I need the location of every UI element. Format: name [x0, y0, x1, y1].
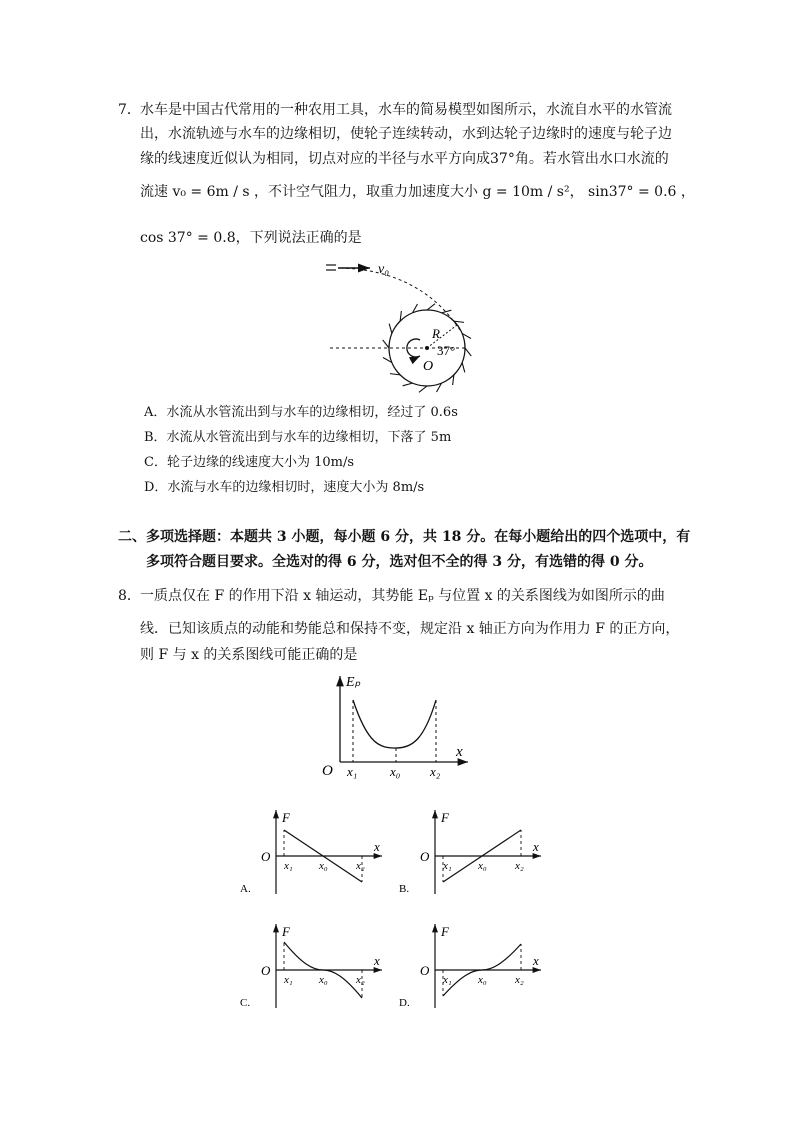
f-x-label: x: [533, 839, 539, 854]
f-tick-x1: x₁: [443, 860, 452, 872]
f-x-label: x: [374, 839, 380, 854]
q7-option-c: C．轮子边缘的线速度大小为 10m/s: [144, 455, 354, 470]
f-tick-x0: x₀: [478, 974, 487, 986]
f-y-label: F: [282, 924, 290, 939]
q8-text-line1: 一质点仅在 F 的作用下沿 x 轴运动，其势能 Eₚ 与位置 x 的关系图线为如图所示的曲: [140, 588, 665, 604]
q8-text-line2: 线．已知该质点的动能和势能总和保持不变，规定沿 x 轴正方向为作用力 F 的正方向，: [140, 621, 680, 637]
q7-text-line2: 出，水流轨迹与水车的边缘相切，使轮子连续转动，水到达轮子边缘时的速度与轮子边: [140, 126, 672, 142]
q7-option-d: D．水流与水车的边缘相切时，速度大小为 8m/s: [144, 480, 425, 495]
ep-y-label: Eₚ: [346, 675, 361, 690]
option-letter: D.: [399, 997, 410, 1009]
radius-label: R: [432, 326, 440, 341]
ep-tick-x0: x₀: [390, 764, 401, 779]
f-origin-label: O: [261, 963, 271, 978]
ep-x-label: x: [456, 744, 463, 760]
f-origin-label: O: [261, 849, 271, 864]
f-tick-x2: x₂: [515, 860, 524, 872]
f-y-label: F: [282, 810, 290, 825]
center-label: O: [423, 359, 434, 374]
f-tick-x0: x₀: [319, 860, 328, 872]
f-tick-x1: x₁: [284, 974, 293, 986]
ep-tick-x2: x₂: [430, 764, 441, 779]
q7-text-line4: 流速 v₀ = 6m / s ，不计空气阻力，取重力加速度大小 g = 10m / s²， sin37° = 0.6 ，: [140, 184, 695, 200]
option-letter: A.: [240, 883, 251, 895]
f-x-label: x: [533, 953, 539, 968]
f-y-label: F: [441, 810, 449, 825]
f-origin-label: O: [420, 963, 430, 978]
v0-label: v₀: [378, 262, 390, 277]
section2-heading-line1: 二、多项选择题：本题共 3 小题，每小题 6 分，共 18 分。在每小题给出的四个选项中，有: [118, 529, 691, 545]
f-tick-x2: x₂: [356, 974, 365, 986]
q8-text-line3: 则 F 与 x 的关系图线可能正确的是: [140, 647, 358, 663]
section2-heading-line2: 多项符合题目要求。全选对的得 6 分，选对但不全的得 3 分，有选错的得 0 分。: [146, 554, 653, 570]
f-tick-x1: x₁: [443, 974, 452, 986]
angle-label: 37°: [437, 343, 456, 358]
option-letter: C.: [240, 997, 251, 1009]
q7-text-line1: 水车是中国古代常用的一种农用工具，水车的简易模型如图所示，水流自水平的水管流: [140, 102, 672, 118]
ep-origin-label: O: [322, 763, 333, 779]
f-tick-x0: x₀: [478, 860, 487, 872]
f-tick-x0: x₀: [319, 974, 328, 986]
q7-option-a: A．水流从水管流出到与水车的边缘相切，经过了 0.6s: [144, 405, 458, 420]
f-tick-x2: x₂: [515, 974, 524, 986]
option-letter: B.: [399, 883, 410, 895]
f-tick-x1: x₁: [284, 860, 293, 872]
option-graph-a: [240, 810, 382, 895]
q7-text-line3: 缘的线速度近似认为相同，切点对应的半径与水平方向成37°角。若水管出水口水流的: [140, 151, 669, 167]
f-x-label: x: [374, 953, 380, 968]
f-y-label: F: [441, 924, 449, 939]
q7-number: 7．: [118, 102, 141, 118]
option-graph-b: [399, 810, 541, 895]
q7-text-line5: cos 37° = 0.8，下列说法正确的是: [140, 230, 362, 246]
option-graph-c: [240, 924, 382, 1009]
ep-tick-x1: x₁: [347, 764, 358, 779]
f-tick-x2: x₂: [356, 860, 365, 872]
f-origin-label: O: [420, 849, 430, 864]
q8-number: 8．: [118, 588, 141, 604]
q7-option-b: B．水流从水管流出到与水车的边缘相切，下落了 5m: [144, 430, 452, 445]
option-graph-d: [399, 924, 541, 1009]
